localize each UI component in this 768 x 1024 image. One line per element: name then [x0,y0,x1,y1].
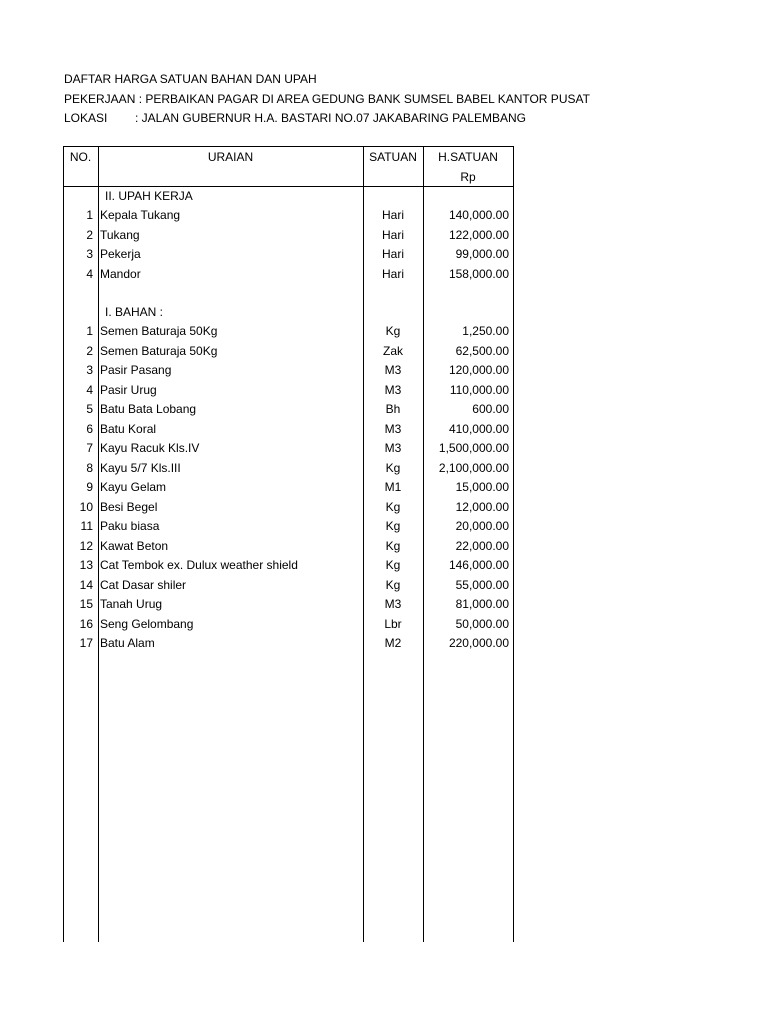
table-row [63,500,514,520]
row-harga: 220,000.00 [448,636,509,650]
row-number: 3 [86,363,93,377]
row-uraian: Kayu Gelam [100,480,167,494]
row-harga: 2,100,000.00 [438,460,509,475]
row-harga: 50,000.00 [455,616,509,631]
table-row [63,441,514,461]
table-row [63,228,514,248]
row-harga: 110,000.00 [449,382,509,397]
table-row [63,383,514,403]
header-hsatuan: H.SATUAN [438,150,498,164]
table-row [63,324,514,344]
row-number: 14 [79,577,93,592]
table-row [63,402,514,422]
table-row [63,597,514,617]
table-row [63,558,514,578]
row-number: 11 [80,519,93,533]
row-satuan: Kg [385,460,401,475]
row-uraian: Besi Begel [100,499,158,514]
row-satuan: M1 [384,480,402,494]
table-row [63,422,514,442]
table-row [63,363,514,383]
row-satuan: Kg [385,499,401,514]
row-harga: 120,000.00 [448,363,509,377]
row-uraian: Kawat Beton [100,538,169,553]
table-row [63,578,514,598]
row-satuan: M3 [384,363,402,377]
row-satuan: M3 [384,441,402,455]
row-harga: 122,000.00 [448,227,509,242]
row-number: 2 [86,227,93,242]
table-row [63,636,514,656]
table-row [63,480,514,500]
row-number: 16 [79,616,93,631]
row-harga: 12,000.00 [455,499,509,514]
table-row [63,247,514,267]
table-row [63,267,514,287]
section-upah-title: II. UPAH KERJA [105,189,193,203]
header-satuan: SATUAN [369,150,417,164]
row-harga: 140,000.00 [448,208,509,222]
row-number: 17 [79,636,93,650]
row-number: 12 [79,538,93,553]
row-uraian: Semen Baturaja 50Kg [100,324,218,338]
row-harga: 146,000.00 [448,558,509,572]
row-uraian: Cat Dasar shiler [100,577,187,592]
row-uraian: Tanah Urug [100,597,163,611]
row-uraian: Cat Tembok ex. Dulux weather shield [100,558,298,572]
row-satuan: M3 [384,597,402,611]
row-number: 6 [86,421,93,436]
header-hsatuan-unit: Rp [460,170,476,184]
row-harga: 22,000.00 [455,538,509,553]
row-harga: 55,000.00 [455,577,509,592]
table-row [63,344,514,364]
row-satuan: Hari [381,208,404,222]
table-header-border [63,186,514,187]
pekerjaan-line: PEKERJAAN : PERBAIKAN PAGAR DI AREA GEDUNG BANK SUMSEL BABEL KANTOR PUSAT [64,92,590,106]
row-satuan: Kg [385,324,401,338]
row-number: 8 [86,460,93,475]
row-satuan: Hari [381,227,404,242]
row-satuan: M2 [384,636,402,650]
row-uraian: Mandor [100,266,141,281]
lokasi-label: LOKASI [64,111,108,125]
row-satuan: Lbr [384,616,402,631]
row-harga: 62,500.00 [455,343,509,358]
row-number: 1 [86,324,93,338]
header-uraian: URAIAN [207,150,254,164]
row-satuan: Kg [385,558,401,572]
row-uraian: Semen Baturaja 50Kg [100,343,218,358]
row-harga: 410,000.00 [448,421,509,436]
header-no: NO. [69,150,92,164]
row-uraian: Pasir Pasang [100,363,172,377]
row-number: 9 [86,480,93,494]
row-uraian: Batu Bata Lobang [100,402,197,416]
row-uraian: Seng Gelombang [100,616,194,631]
row-number: 3 [86,247,93,261]
row-uraian: Pekerja [100,247,141,261]
document-title: DAFTAR HARGA SATUAN BAHAN DAN UPAH [64,72,317,86]
row-harga: 15,000.00 [455,480,509,494]
price-table [63,146,514,942]
row-harga: 99,000.00 [455,247,509,261]
row-number: 2 [86,343,93,358]
row-number: 1 [86,208,93,222]
table-row [63,461,514,481]
lokasi-value: : JALAN GUBERNUR H.A. BASTARI NO.07 JAKABARING PALEMBANG [135,111,526,125]
row-satuan: M3 [384,421,402,436]
table-row [63,519,514,539]
row-uraian: Kepala Tukang [100,208,181,222]
table-top-border [63,146,514,147]
row-number: 15 [79,597,93,611]
row-number: 4 [86,382,93,397]
row-uraian: Batu Alam [100,636,155,650]
row-satuan: Hari [381,247,404,261]
row-harga: 20,000.00 [455,519,509,533]
section-bahan-title: I. BAHAN : [105,305,164,319]
row-uraian: Pasir Urug [100,382,157,397]
row-satuan: Hari [381,266,404,281]
table-row [63,539,514,559]
row-satuan: Kg [385,577,401,592]
row-satuan: M3 [384,382,402,397]
row-harga: 158,000.00 [448,266,509,281]
row-uraian: Batu Koral [100,421,157,436]
row-number: 7 [86,441,93,455]
row-uraian: Kayu Racuk Kls.IV [100,441,200,455]
table-row [63,617,514,637]
row-harga: 1,500,000.00 [438,441,509,455]
row-harga: 1,250.00 [462,324,509,338]
lokasi-line [64,111,526,125]
row-satuan: Kg [385,519,401,533]
row-number: 10 [79,499,93,514]
row-harga: 600.00 [472,402,509,416]
row-uraian: Paku biasa [100,519,160,533]
table-row [63,208,514,228]
row-number: 13 [79,558,93,572]
row-uraian: Tukang [100,227,140,242]
row-number: 4 [86,266,93,281]
row-number: 5 [86,402,93,416]
row-harga: 81,000.00 [455,597,509,611]
row-satuan: Bh [385,402,401,416]
row-uraian: Kayu 5/7 Kls.III [100,460,181,475]
row-satuan: Kg [385,538,401,553]
row-satuan: Zak [382,343,403,358]
